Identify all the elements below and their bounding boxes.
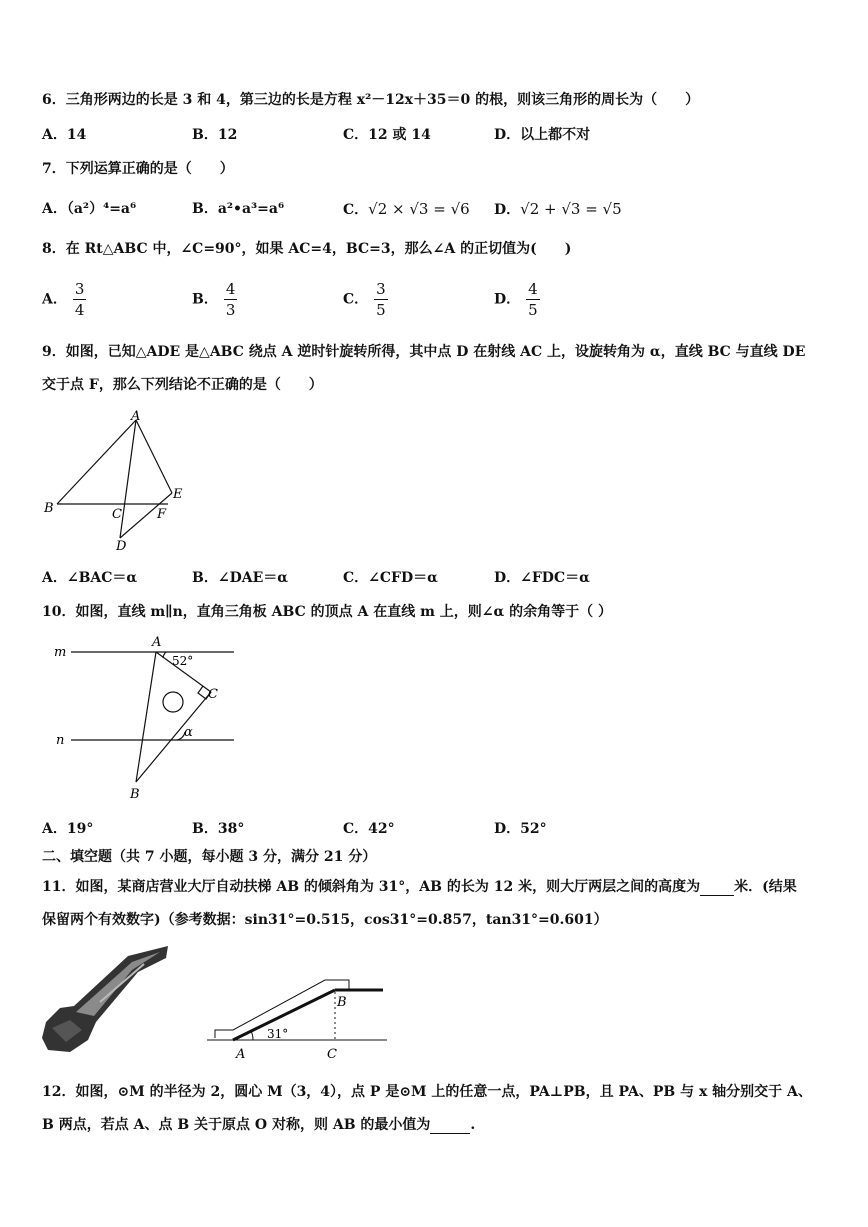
label-c: C: [112, 507, 122, 522]
q7-option-c-label: C．: [343, 202, 369, 218]
q8-option-d-fraction: [526, 279, 540, 320]
denominator: 5: [376, 301, 386, 319]
label-e: E: [173, 487, 183, 502]
label-c: C: [208, 687, 218, 702]
q7-stem: 7．下列运算正确的是（ ）: [42, 161, 234, 177]
label-angle-31: 31°: [267, 1027, 289, 1041]
q7-option-d-label: D．: [494, 202, 521, 218]
numerator: 4: [225, 280, 236, 298]
q10-option-b: B．38°: [192, 821, 245, 837]
label-b: B: [337, 995, 347, 1010]
q8-option-a-fraction: [73, 279, 87, 320]
segment-ab: [57, 420, 136, 504]
q12-stem-part1: B 两点，若点 A、点 B 关于原点 O 对称，则 AB 的最小值为: [42, 1117, 431, 1133]
q11-stem-part2: 米．(结果: [734, 879, 797, 895]
label-a: A: [152, 635, 162, 650]
label-angle-52: 52°: [172, 654, 194, 668]
q11-figure: [205, 966, 395, 1062]
q11-stem-line1: [42, 878, 797, 896]
denominator: 3: [225, 301, 236, 319]
q8-option-b: [192, 279, 237, 320]
q9-option-d: D．∠FDC＝α: [494, 570, 590, 586]
q10-option-a: A．19°: [42, 821, 94, 837]
q8-option-c-label: C．: [343, 291, 369, 308]
triangle-hole: [163, 692, 183, 712]
escalator-photo: [40, 944, 172, 1056]
q7-option-a: A．（a²）⁴=a⁶: [42, 201, 137, 217]
label-d: D: [116, 539, 127, 554]
q9-stem-line2: 交于点 F，那么下列结论不正确的是（ ）: [42, 377, 323, 393]
q8-option-a-label: A．: [42, 291, 67, 308]
label-b: B: [130, 787, 140, 802]
q11-stem-part1: 11．如图，某商店营业大厅自动扶梯 AB 的倾斜角为 31°，AB 的长为 12 米，则大厅两层之间的高度为: [42, 879, 701, 895]
q8-option-b-fraction: [224, 279, 238, 320]
label-b: B: [44, 501, 54, 516]
denominator: 4: [74, 301, 85, 319]
label-a: A: [236, 1047, 246, 1062]
label-c: C: [327, 1047, 337, 1062]
q8-option-b-label: B．: [192, 291, 218, 308]
label-n: n: [56, 733, 65, 748]
q6-option-b: B．12: [192, 127, 238, 143]
q9-stem-line1: 9．如图，已知△ADE 是△ABC 绕点 A 逆时针旋转所得，其中点 D 在射线 AC 上，设旋转角为 α，直线 BC 与直线 DE: [42, 344, 806, 360]
answer-blank: [700, 881, 734, 896]
q7-option-d-expr: √2 + √3 = √5: [520, 200, 622, 218]
q7-option-d: [494, 200, 622, 219]
q10-figure: [46, 632, 246, 804]
q6-option-c: C．12 或 14: [343, 127, 431, 143]
q9-option-b: B．∠DAE＝α: [192, 570, 289, 586]
q6-stem: 6．三角形两边的长是 3 和 4，第三边的长是方程 x²－12x＋35＝0 的根，则该三角形的周长为（ ）: [42, 92, 700, 108]
q9-figure: [40, 408, 200, 556]
q12-stem-line1: 12．如图，⊙M 的半径为 2，圆心 M（3，4），点 P 是⊙M 上的任意一点，PA⊥PB，且 PA、PB 与 x 轴分别交于 A、: [42, 1084, 812, 1100]
numerator: 3: [376, 280, 386, 298]
q10-option-d: D．52°: [494, 821, 547, 837]
q9-option-a: A．∠BAC＝α: [42, 570, 138, 586]
q9-option-c: C．∠CFD＝α: [343, 570, 438, 586]
q8-option-c: [343, 279, 388, 320]
label-a: A: [131, 409, 141, 424]
q7-option-b: B．a²•a³=a⁶: [192, 201, 285, 217]
q11-stem-line2: 保留两个有效数字)（参考数据：sin31°=0.515，cos31°=0.857，tan31°=0.601）: [42, 912, 608, 928]
q10-option-c: C．42°: [343, 821, 395, 837]
q12-stem-part2: .: [470, 1117, 476, 1133]
q7-option-c: [343, 200, 470, 219]
answer-blank: [430, 1119, 470, 1134]
numerator: 4: [528, 280, 538, 298]
denominator: 5: [528, 301, 538, 319]
q12-stem-line2: [42, 1116, 475, 1134]
label-f: F: [157, 507, 167, 522]
label-m: m: [54, 645, 67, 660]
angle-52-arc: [163, 652, 166, 658]
q6-option-d: D．以上都不对: [494, 127, 591, 143]
q8-stem: 8．在 Rt△ABC 中，∠C=90°，如果 AC=4，BC=3，那么∠A 的正切值为( ): [42, 241, 572, 257]
q8-option-a: [42, 279, 86, 320]
section-heading: 二、填空题（共 7 小题，每小题 3 分，满分 21 分）: [42, 849, 377, 865]
q8-option-c-fraction: [374, 279, 388, 320]
q8-option-d-label: D．: [494, 291, 521, 308]
q7-option-c-expr: √2 × √3 = √6: [368, 200, 470, 218]
label-alpha: α: [184, 725, 193, 740]
q6-option-a: A．14: [42, 127, 87, 143]
segment-ad: [120, 420, 136, 538]
segment-ae: [136, 420, 172, 493]
numerator: 3: [74, 280, 85, 298]
q8-option-d: [494, 279, 540, 320]
q10-stem: 10．如图，直线 m∥n，直角三角板 ABC 的顶点 A 在直线 m 上，则∠α 的余角等于（ ）: [42, 604, 613, 620]
angle-31-arc: [251, 1031, 253, 1040]
